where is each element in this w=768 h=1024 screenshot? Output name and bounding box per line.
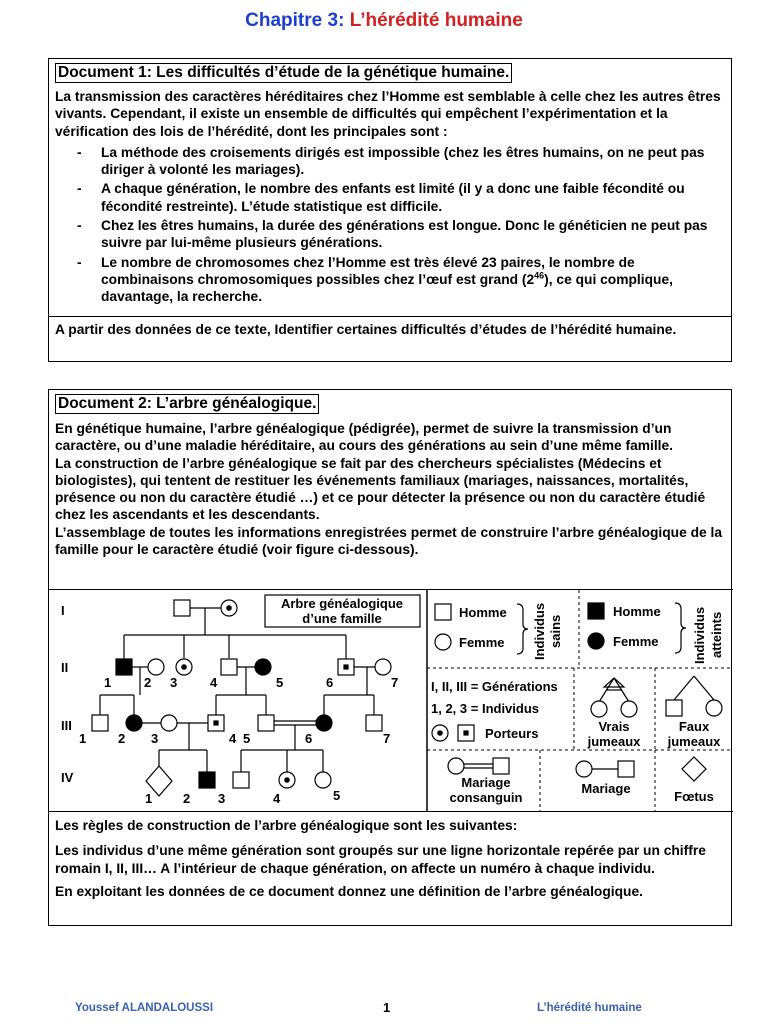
legend-label: consanguin (449, 790, 523, 805)
legend-label: jumeaux (587, 734, 641, 749)
bullet-dash: - (77, 254, 82, 270)
document-1-intro: La transmission des caractères héréditaires chez l’Homme est semblable à celle chez les autres êtres vivants. Cependant, il existe un ensemble de difficultés qui empêchent l’expérimentation et la vérification des lois de l’hérédité, dont les principales sont : (55, 89, 721, 139)
individual-male (258, 715, 274, 731)
individual-male (233, 772, 249, 788)
legend-twin-female (621, 701, 637, 717)
individual-number: 3 (170, 675, 178, 690)
generation-label: III (61, 718, 72, 733)
list-item: - La méthode des croisements dirigés est impossible (chez les êtres humains, on ne peut pas diriger à volonté les mariages). (77, 144, 705, 178)
individual-number: 4 (210, 675, 218, 690)
individual-male-affected (199, 772, 215, 788)
document-2-text (55, 394, 723, 558)
document-2-box (48, 389, 732, 926)
legend-consanguineous-female (448, 758, 464, 774)
legend-label: Porteurs (485, 726, 539, 741)
individual-number: 3 (218, 791, 226, 806)
legend-label: 1, 2, 3 = Individus (431, 701, 540, 716)
list-item: - Chez les êtres humains, la durée des générations est longue. Donc le généticien ne peut pas suivre par lui-même plusieurs générations. (77, 218, 708, 251)
legend-twin-female (706, 700, 722, 716)
individual-number: 5 (243, 731, 251, 746)
tree-caption: Arbre généalogique (280, 596, 404, 611)
individual-number: 2 (183, 791, 191, 806)
tree-caption: d’une famille (302, 611, 382, 626)
legend-brace (675, 603, 686, 653)
individual-number: 6 (305, 731, 313, 746)
legend-label: Fœtus (674, 789, 714, 804)
individual-female-affected (255, 659, 271, 675)
legend-label: Individus (532, 602, 547, 660)
generation-label: I (61, 603, 65, 618)
legend-male-healthy (435, 604, 451, 620)
individual-female (148, 659, 164, 675)
legend-twin-female (591, 701, 607, 717)
generation-label: II (61, 660, 69, 675)
legend-female-affected (588, 633, 604, 649)
legend-foetus (682, 757, 706, 781)
individual-number: 7 (391, 675, 399, 690)
legend-label: atteints (709, 611, 724, 658)
generation-label: IV (61, 770, 74, 785)
individual-female-affected (316, 715, 332, 731)
legend-female-healthy (435, 634, 451, 650)
individual-male (366, 715, 382, 731)
document-2-question: En exploitant les données de ce document donnez une définition de l’arbre généalogique. (55, 883, 643, 899)
footer-author: Youssef ALANDALOUSSI (75, 1002, 214, 1014)
legend-label: Individus (692, 606, 707, 664)
legend-twin-male (666, 700, 682, 716)
legend-male-affected (588, 603, 604, 619)
individual-female (375, 659, 391, 675)
exponent: 46 (534, 270, 545, 281)
chapter-number: Chapitre 3: (245, 10, 345, 31)
list-item: - Le nombre de chromosomes chez l’Homme est très élevé 23 paires, le nombre de combinaisons chromosomiques possibles chez l’œuf est grand $(2^{46})$, ce qui complique, davantage, la recherche. (77, 254, 673, 305)
chapter-title: L’hérédité humaine (349, 10, 523, 31)
individual-female (161, 715, 177, 731)
legend-brace (517, 604, 528, 654)
legend-consanguineous-male (493, 758, 509, 774)
rules-text: Les individus d’une même génération sont groupés sur une ligne horizontale repérée par un chiffre romain I, II, III… A l’intérieur de chaque génération, on affecte un numéro à chaque individu. (55, 843, 706, 876)
construction-rules (49, 811, 733, 905)
individual-number: 1 (79, 731, 87, 746)
legend-marriage-male (618, 761, 634, 777)
individual-number: 2 (144, 675, 152, 690)
individual-number: 6 (326, 675, 334, 690)
legend-label: I, II, III = Générations (431, 679, 558, 694)
legend-label: Homme (459, 605, 507, 620)
rules-title: Les règles de construction de l’arbre généalogique sont les suivantes: (55, 818, 518, 833)
legend-label: jumeaux (667, 734, 721, 749)
individual-number: 2 (118, 731, 126, 746)
individual-male (92, 715, 108, 731)
individual-female (315, 772, 331, 788)
legend-twins-connector (604, 678, 624, 687)
pedigree-figure (49, 589, 733, 811)
individual-female-affected (126, 715, 142, 731)
individual-number: 1 (145, 791, 153, 806)
individual-number: 5 (333, 788, 341, 803)
legend-label: Mariage (461, 775, 511, 790)
bullet-dash: - (77, 144, 82, 160)
individual-male (174, 600, 190, 616)
legend-label: Homme (613, 604, 661, 619)
document-2-heading: Document 2: L’arbre généalogique. (55, 394, 319, 414)
legend-label: Mariage (581, 781, 631, 796)
document-1-question: A partir des données de ce texte, Identifier certaines difficultés d’études de l’hérédité humaine. (49, 316, 731, 338)
document-1-heading: Document 1: Les difficultés d’étude de la génétique humaine. (55, 63, 512, 83)
individual-male-affected (116, 659, 132, 675)
document-2-paragraph-2: La construction de l’arbre généalogique se fait par des chercheurs spécialistes (Médecins et biologistes), qui tentent de restituer les événements familiaux (mariages, naissances, mortalités, présence ou non du caractère étudié …) et ce pour détecter la présence ou non du caractère étudié chez les ascendants et les descendants. (55, 455, 706, 523)
difficulties-list (55, 144, 723, 306)
individual-number: 7 (383, 731, 391, 746)
footer-subject: L’hérédité humaine (537, 1002, 642, 1014)
list-item: - A chaque génération, le nombre des enfants est limité (il y a donc une faible fécondité ou fécondité restreinte). L’étude statistique est difficile. (77, 181, 685, 214)
bullet-dash: - (77, 181, 82, 197)
individual-number: 4 (273, 791, 281, 806)
bullet-dash: - (77, 218, 82, 234)
individual-number: 1 (104, 675, 112, 690)
individual-number: 3 (151, 731, 159, 746)
legend-label: Faux (678, 719, 710, 734)
legend-label: Femme (459, 635, 505, 650)
legend-label: Vrais (598, 719, 630, 734)
document-2-paragraph-3: L’assemblage de toutes les informations enregistrées permet de construire l’arbre généalogique de la famille pour le caractère étudié (voir figure ci-dessous). (55, 524, 723, 558)
pedigree-svg (49, 590, 733, 812)
document-1-box (48, 58, 732, 362)
legend-label: Femme (613, 634, 659, 649)
individual-number: 5 (276, 675, 284, 690)
individual-male (221, 659, 237, 675)
individual-number: 4 (229, 731, 237, 746)
page-title (0, 10, 768, 32)
footer-page-number: 1 (383, 1000, 391, 1015)
legend-label: sains (548, 614, 563, 648)
document-2-paragraph-1: En génétique humaine, l’arbre généalogique (pédigrée), permet de suivre la transmission d’un caractère, ou d’une maladie héréditaire, au cours des générations au sein d’une même famille. (55, 421, 674, 454)
legend-marriage-female (576, 761, 592, 777)
